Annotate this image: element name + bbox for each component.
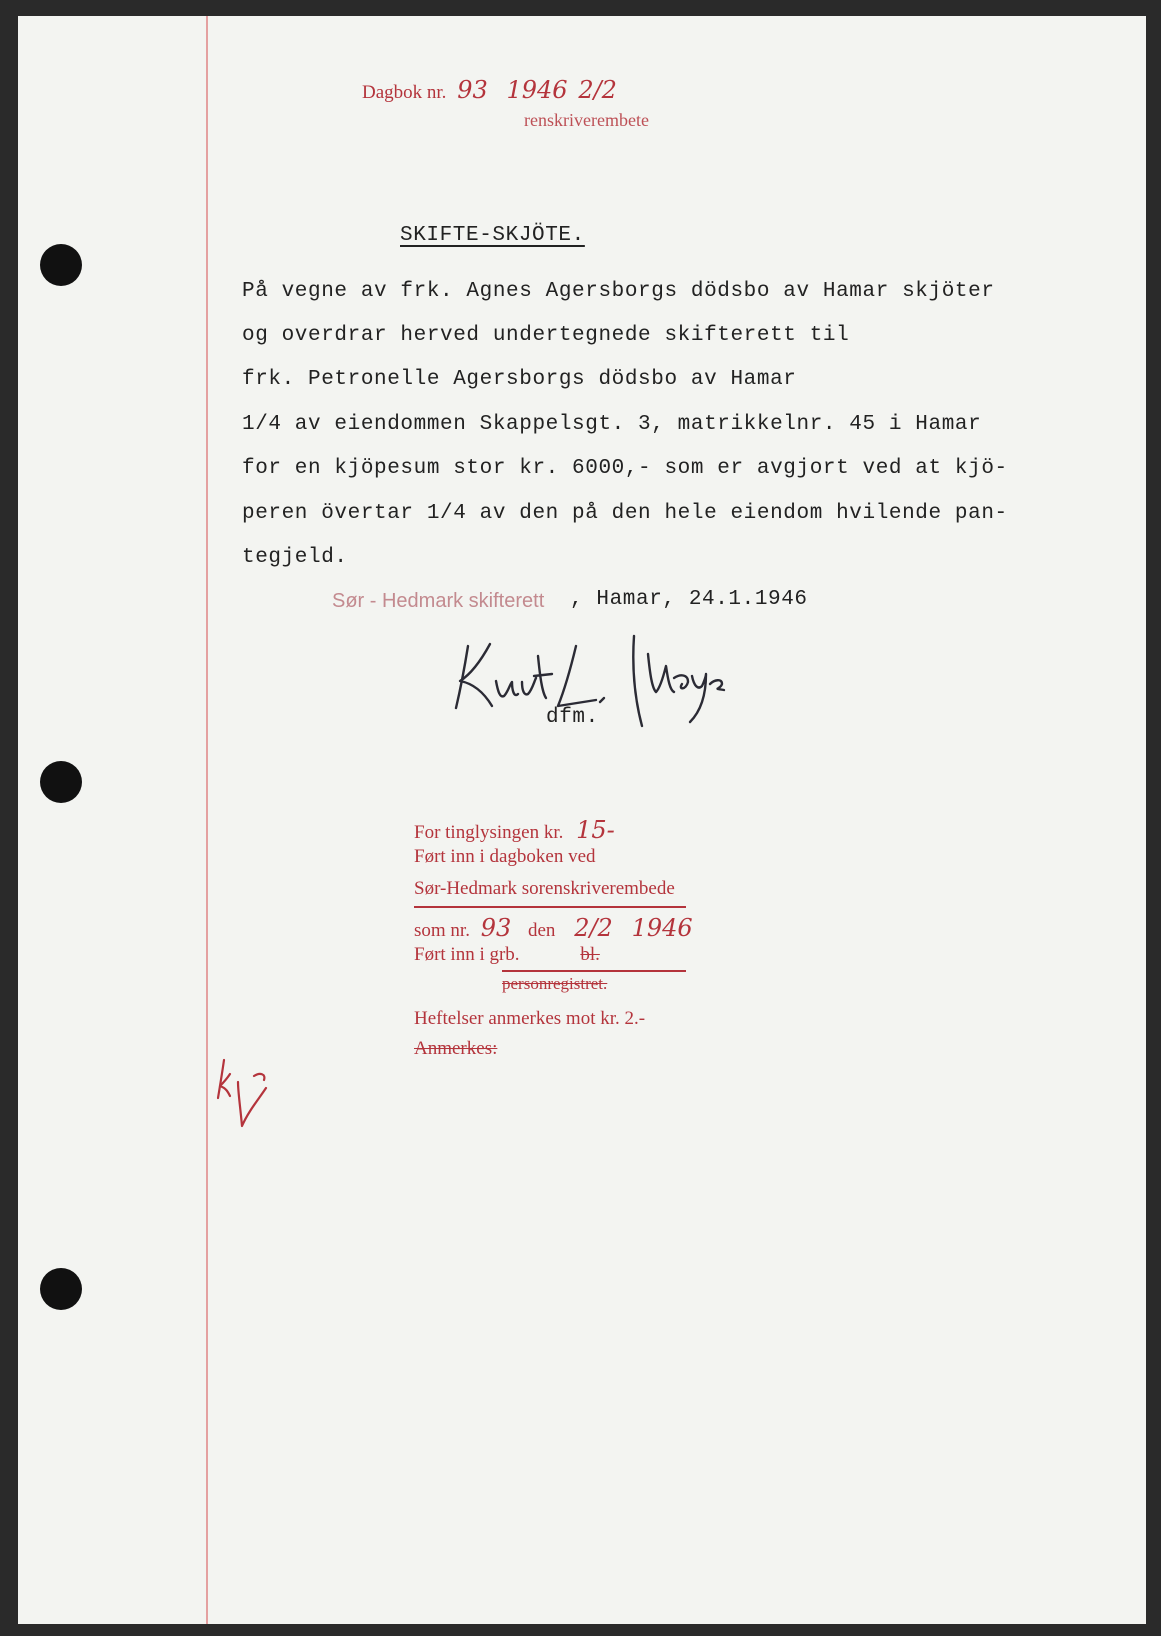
signature-role: dfm.	[546, 706, 599, 729]
margin-line	[206, 16, 208, 1624]
reg-nr-value: 93	[480, 914, 512, 942]
reg-fee-label: For tinglysingen kr.	[414, 822, 564, 843]
document-page	[18, 16, 1146, 1624]
dagbok-number: 93	[457, 76, 488, 104]
reg-line-4	[414, 914, 693, 942]
reg-grb-label: Ført inn i grb.	[414, 944, 520, 965]
body-line-1: På vegne av frk. Agnes Agersborgs dödsbo av Hamar skjöter	[242, 280, 995, 303]
place-date: , Hamar, 24.1.1946	[570, 588, 808, 611]
dagbok-date: 2/2	[578, 76, 617, 104]
body-line-3: frk. Petronelle Agersborgs dödsbo av Hamar	[242, 368, 797, 391]
reg-line-2: Ført inn i dagboken ved	[414, 846, 596, 867]
reg-grb-value: bl.	[580, 944, 600, 965]
dagbok-year: 1946	[506, 76, 568, 104]
reg-den-label: den	[528, 920, 556, 941]
punch-hole	[40, 1268, 82, 1310]
reg-fee-value: 15-	[576, 816, 615, 844]
reg-line-7: Heftelser anmerkes mot kr. 2.-	[414, 1008, 646, 1029]
reg-year-value: 1946	[631, 914, 693, 942]
reg-rule	[502, 970, 686, 972]
body-line-2: og overdrar herved undertegnede skifterett til	[242, 324, 850, 347]
dagbok-header	[362, 76, 617, 104]
dagbok-label: Dagbok nr.	[362, 82, 447, 103]
reg-line-8: Anmerkes:	[414, 1038, 498, 1059]
document-title: SKIFTE-SKJÖTE.	[400, 224, 585, 247]
office-partial: renskriverembete	[524, 110, 649, 130]
reg-line-3: Sør-Hedmark sorenskriverembede	[414, 878, 675, 899]
punch-hole	[40, 761, 82, 803]
reg-date-value: 2/2	[574, 914, 613, 942]
reg-line-1	[414, 816, 615, 844]
reg-rule	[414, 906, 686, 908]
reg-line-6: personregistret.	[502, 974, 608, 993]
body-line-5: for en kjöpesum stor kr. 6000,- som er avgjort ved at kjö-	[242, 457, 1008, 480]
body-line-4: 1/4 av eiendommen Skappelsgt. 3, matrikkelnr. 45 i Hamar	[242, 413, 982, 436]
court-stamp: Sør - Hedmark skifterett	[332, 590, 545, 612]
body-line-6: peren övertar 1/4 av den på den hele eiendom hvilende pan-	[242, 502, 1008, 525]
initials-mark	[214, 1052, 284, 1132]
reg-nr-label: som nr.	[414, 920, 470, 941]
punch-hole	[40, 244, 82, 286]
body-line-7: tegjeld.	[242, 546, 348, 569]
reg-line-5	[414, 944, 600, 966]
